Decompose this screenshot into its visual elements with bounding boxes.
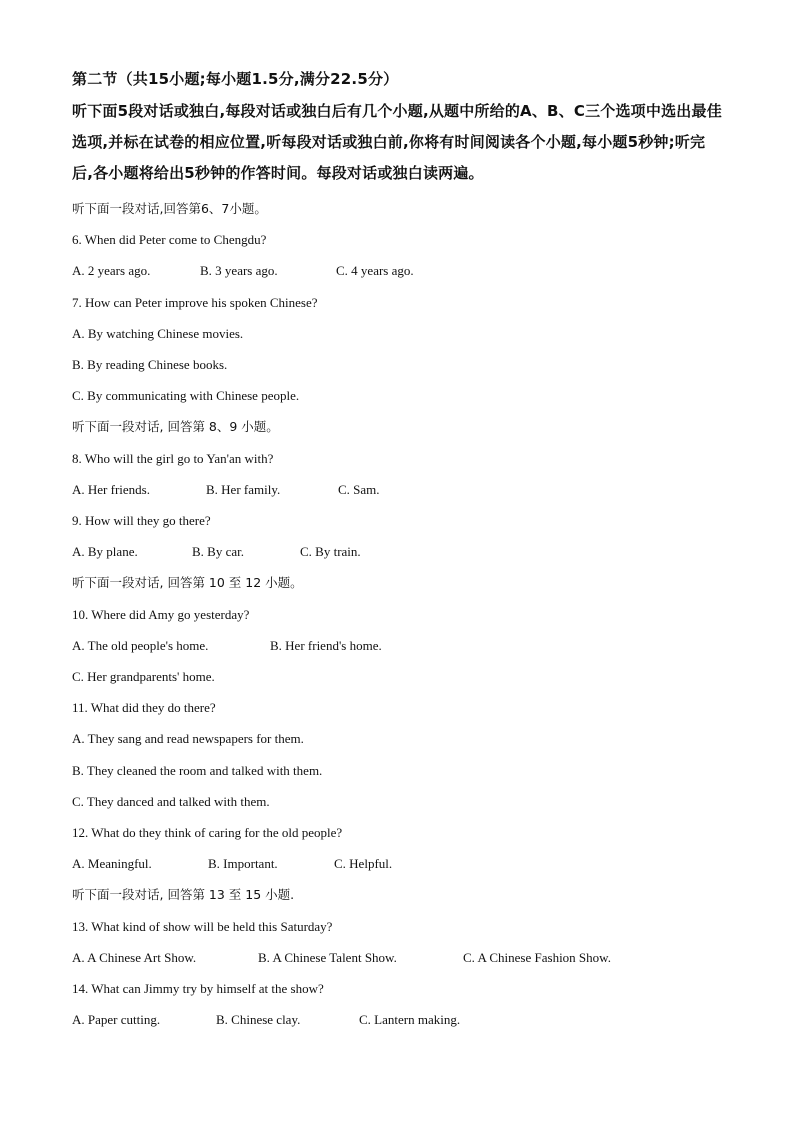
part-title: 第二节（共15小题;每小题1.5分,满分22.5分） <box>72 70 399 88</box>
options-row-q8 <box>72 474 724 505</box>
options-row-q12 <box>72 848 724 879</box>
option-b[interactable]: B. By reading Chinese books. <box>72 357 228 373</box>
option-a[interactable]: A. By watching Chinese movies. <box>72 325 244 341</box>
question-12: 12. What do they think of caring for the old people? <box>72 825 343 841</box>
option-b[interactable]: B. Her friend's home. <box>270 637 382 653</box>
option-a[interactable]: A. Her friends. <box>72 481 150 497</box>
option-a[interactable]: A. 2 years ago. <box>72 263 151 279</box>
options-row-q9 <box>72 536 724 567</box>
group-intro: 听下面一段对话,回答第6、7小题。 <box>72 201 267 216</box>
question-6: 6. When did Peter come to Chengdu? <box>72 232 267 248</box>
option-a[interactable]: A. They sang and read newspapers for them. <box>72 731 304 747</box>
option-c[interactable]: C. A Chinese Fashion Show. <box>463 949 611 965</box>
option-c[interactable]: C. 4 years ago. <box>336 263 414 279</box>
option-b[interactable]: B. By car. <box>192 544 244 560</box>
option-b[interactable]: B. A Chinese Talent Show. <box>258 949 397 965</box>
option-c[interactable]: C. By train. <box>300 544 361 560</box>
option-c[interactable]: C. By communicating with Chinese people. <box>72 388 300 404</box>
option-a[interactable]: A. Meaningful. <box>72 856 152 872</box>
group-intro: 听下面一段对话, 回答第 10 至 12 小题。 <box>72 575 303 591</box>
option-b[interactable]: B. Chinese clay. <box>216 1012 301 1028</box>
question-11: 11. What did they do there? <box>72 700 216 716</box>
options-row-q6 <box>72 255 724 286</box>
group-intro: 听下面一段对话, 回答第 8、9 小题。 <box>72 419 279 435</box>
option-a[interactable]: A. By plane. <box>72 544 138 560</box>
option-a[interactable]: A. Paper cutting. <box>72 1012 161 1028</box>
options-row-q13 <box>72 942 724 973</box>
option-c[interactable]: C. Lantern making. <box>359 1012 461 1028</box>
options-row-q14 <box>72 1004 724 1035</box>
question-8: 8. Who will the girl go to Yan'an with? <box>72 450 274 466</box>
option-b[interactable]: B. 3 years ago. <box>200 263 278 279</box>
options-row-q10 <box>72 630 724 661</box>
option-c[interactable]: C. Sam. <box>338 481 380 497</box>
option-a[interactable]: A. The old people's home. <box>72 637 209 653</box>
option-c[interactable]: C. Her grandparents' home. <box>72 669 215 685</box>
option-b[interactable]: B. They cleaned the room and talked with them. <box>72 762 323 778</box>
question-9: 9. How will they go there? <box>72 513 211 529</box>
section-heading <box>72 64 724 189</box>
listening-instructions: 听下面5段对话或独白,每段对话或独白后有几个小题,从题中所给的A、B、C三个选项中选出最佳选项,并标在试卷的相应位置,听每段对话或独白前,你将有时间阅读各个小题,每小题5秒钟;听完后,各小题将给出5秒钟的作答时间。每段对话或独白读两遍。 <box>72 102 722 182</box>
option-b[interactable]: B. Her family. <box>206 481 281 497</box>
group-intro: 听下面一段对话, 回答第 13 至 15 小题. <box>72 887 295 903</box>
question-14: 14. What can Jimmy try by himself at the show? <box>72 981 324 997</box>
question-13: 13. What kind of show will be held this Saturday? <box>72 918 333 934</box>
option-c[interactable]: C. Helpful. <box>334 856 393 872</box>
option-a[interactable]: A. A Chinese Art Show. <box>72 949 197 965</box>
question-10: 10. Where did Amy go yesterday? <box>72 606 250 622</box>
option-c[interactable]: C. They danced and talked with them. <box>72 793 270 809</box>
question-7: 7. How can Peter improve his spoken Chinese? <box>72 294 318 310</box>
option-b[interactable]: B. Important. <box>208 856 278 872</box>
